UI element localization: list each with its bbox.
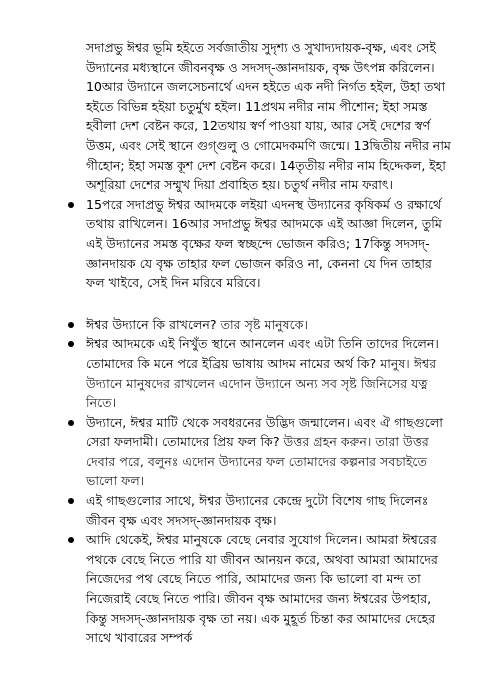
question-text: উদ্যানে, ঈশ্বর মাটি থেকে সবধরনের উদ্ভিদ জন্মালেন। এবং ঐ গাছগুলো সেরা ফলদামী। তোমাদের প্রিয় ফল কি? (86, 414, 443, 450)
bullet-icon (68, 322, 74, 328)
question-list (86, 315, 453, 648)
list-item (86, 491, 453, 530)
list-item (86, 315, 453, 335)
intro-paragraph: সদাপ্রভু ঈশ্বর ভূমি হইতে সর্বজাতীয় সুদৃশ্য ও সুখাদ্যদায়ক-বৃক্ষ, এবং সেই উদ্যানের মধ্যস্থানে জীবনবৃক্ষ ও সদসদ্‌-জ্ঞানদায়ক, বৃক্ষ উৎপন্ন করিলেন। 10আর উদ্যানে জলসেচনার্থে এদন হইতে এক নদী নির্গত হইল, উহা তথা হইতে বিভিন্ন হইয়া চতুর্মুখ হইল। 11প্রথম নদীর নাম পীশোন; ইহা সমস্ত হবীলা দেশ বেষ্টন করে, 12তথায় স্বর্ণ পাওয়া যায়, আর সেই দেশের স্বর্ণ উত্তম, এবং সেই স্থানে গুগ্‌গুলু ও গোমেদকমণি জন্মে। 13দ্বিতীয় নদীর নাম গীহোন; ইহা সমস্ত কূশ দেশ বেষ্টন করে। 14তৃতীয় নদীর নাম হিদ্দেকল, ইহা অশূরিয়া দেশের সম্মুখ দিয়া প্রবাহিত হয়। চতুর্থ নদীর নাম ফরাৎ। (86, 40, 451, 193)
list-item-text: 15পরে সদাপ্রভু ঈশ্বর আদমকে লইয়া এদনস্থ উদ্যানের কৃষিকর্ম ও রক্ষার্থে তথায় রাখিলেন। 16আর সদাপ্রভু ঈশ্বর আদমকে এই আজ্ঞা দিলেন, তুমি এই উদ্যানের সমস্ত বৃক্ষের ফল স্বচ্ছন্দে ভোজন করিও; 17কিন্তু সদসদ্‌-জ্ঞানদায়ক যে বৃক্ষ তাহার ফল ভোজন করিও না, কেননা যে দিন তাহার ফল খাইবে, সেই দিন মরিবে মরিবে। (86, 196, 442, 291)
bullet-icon (68, 202, 74, 208)
spacer (86, 293, 453, 315)
answer-text: উত্তর গ্রহন করুন। তারা উত্তর দেবার পরে, বলুনঃ এদোন উদ্যানের ফল তোমাদের কল্পনার সবচাইতে ভালো ফল। (86, 434, 429, 489)
bullet-icon (68, 341, 74, 347)
list-item (86, 413, 453, 491)
bullet-icon (68, 537, 74, 543)
question-text: আদি থেকেই, ঈশ্বর মানুষকে বেছে নেবার সুযোগ দিলেন। আমরা ঈশ্বরের পথকে বেছে নিতে পারি যা জীবন আনয়ন করে, অথবা আমরা আমাদের নিজেদের পথ বেছে নিতে পারি, আমাদের জন্য কি ভালো বা মন্দ তা নিজেরাই বেছে নিতে পারি। জীবন বৃক্ষ আমাদের জন্য ঈশ্বরের উপহার, কিন্তু সদসদ্‌-জ্ঞানদায়ক বৃক্ষ তা নয়। এক মুহূর্ত চিন্তা কর আমাদের দেহের সাথে খাবারের সম্পর্ক (86, 532, 438, 646)
list-item (86, 334, 453, 412)
question-text: ঈশ্বর উদ্যানে কি রাখলেন? (86, 316, 217, 332)
question-text: এই গাছগুলোর সাথে, ঈশ্বর উদ্যানের কেন্দ্রে দুটো বিশেষ গাছ দিলেনঃ জীবন বৃক্ষ এবং সদসদ্‌-জ্ঞানদায়ক বৃক্ষ। (86, 493, 429, 528)
bullet-icon (68, 498, 74, 504)
answer-text: মানুষ। ঈশ্বর উদ্যানে মানুষদের রাখলেন এদোন উদ্যানে অন্য সব সৃষ্ট জিনিসের যত্ন নিতে। (86, 355, 437, 411)
verse-list (86, 195, 453, 293)
list-item (86, 530, 453, 648)
question-text: ঈশ্বর আদমকে এই নিখুঁত স্থানে আনলেন এবং এটা তিনি তাদের দিলেন। তোমাদের কি মনে পরে ইব্রিয় ভাষায় আদম নামের অর্থ কি? (86, 336, 439, 371)
bullet-icon (68, 420, 74, 426)
list-item-verses-15-17 (86, 195, 453, 293)
answer-text: তার সৃষ্ট মানুষকে। (216, 316, 308, 332)
